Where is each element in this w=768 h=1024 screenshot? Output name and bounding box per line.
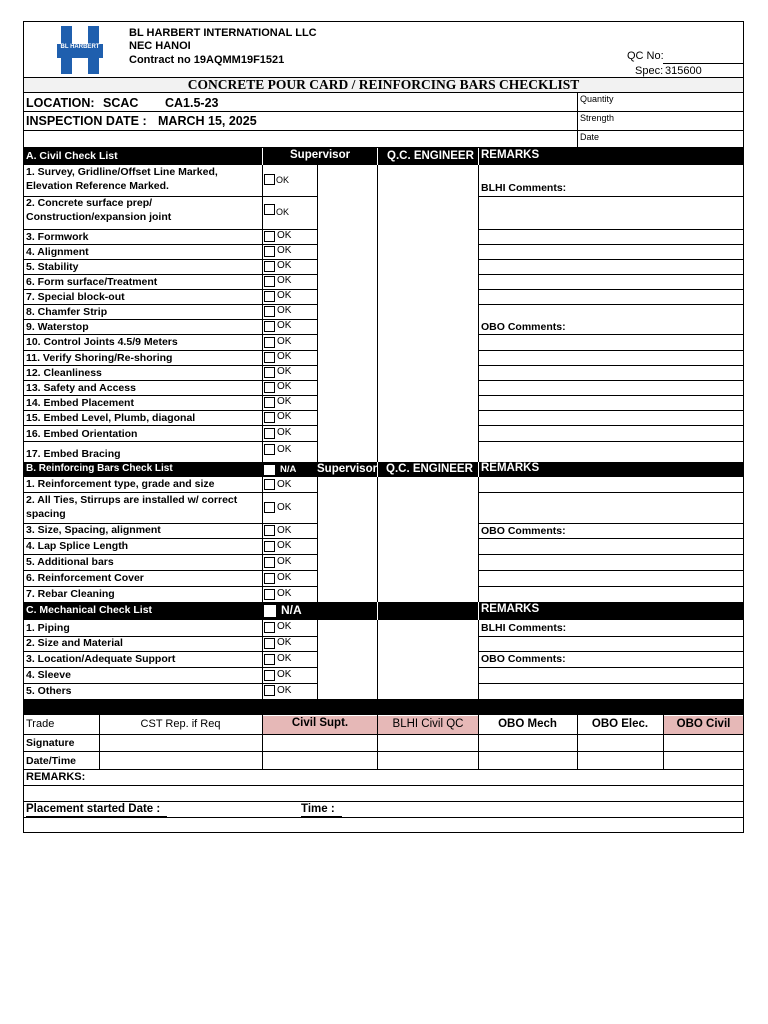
civil-ok-checkbox-6[interactable] bbox=[264, 276, 275, 287]
rebar-item-2a: 2. All Ties, Stirrups are installed w/ correct bbox=[26, 494, 238, 506]
ok-label: OK bbox=[277, 275, 292, 286]
ok-label: OK bbox=[277, 588, 292, 599]
civil-ok-checkbox-7[interactable] bbox=[264, 291, 275, 302]
ok-label: OK bbox=[277, 260, 292, 271]
civil-ok-checkbox-14[interactable] bbox=[264, 397, 275, 408]
rebar-ok-checkbox-7[interactable] bbox=[264, 589, 275, 600]
rebar-item-5: 5. Additional bars bbox=[26, 556, 114, 568]
datetime-label: Date/Time bbox=[26, 755, 76, 767]
location-value: SCAC bbox=[103, 96, 139, 110]
rebar-item-2b: spacing bbox=[26, 508, 66, 520]
obo-civil-label: OBO Civil bbox=[676, 718, 731, 730]
civil-supervisor-header: Supervisor bbox=[290, 149, 351, 161]
civil-ok-checkbox-9[interactable] bbox=[264, 321, 275, 332]
rebar-ok-checkbox-4[interactable] bbox=[264, 541, 275, 552]
mech-section-title: C. Mechanical Check List bbox=[26, 604, 153, 616]
mech-na-checkbox[interactable] bbox=[264, 605, 276, 617]
qc-no-label: QC No: bbox=[627, 50, 664, 62]
civil-qc-header: Q.C. ENGINEER bbox=[387, 150, 474, 162]
civil-ok-checkbox-4[interactable] bbox=[264, 246, 275, 257]
ok-label: OK bbox=[277, 540, 292, 551]
mech-obo-comments-label: OBO Comments: bbox=[481, 653, 566, 665]
rebar-item-3: 3. Size, Spacing, alignment bbox=[26, 524, 161, 536]
rebar-ok-checkbox-1[interactable] bbox=[264, 479, 275, 490]
quantity-label: Quantity bbox=[580, 94, 614, 104]
ok-label: OK bbox=[277, 427, 292, 438]
ok-label: OK bbox=[277, 396, 292, 407]
contract-number: Contract no 19AQMM19F1521 bbox=[129, 54, 285, 66]
ok-label: OK bbox=[277, 230, 292, 241]
placement-time-label: Time : bbox=[301, 803, 335, 815]
blhi-civil-qc-label: BLHI Civil QC bbox=[392, 718, 464, 730]
mech-item-1: 1. Piping bbox=[26, 622, 70, 634]
company-name: BL HARBERT INTERNATIONAL LLC bbox=[129, 27, 317, 39]
spec-label: Spec: bbox=[635, 65, 664, 77]
ok-label: OK bbox=[276, 207, 290, 217]
mech-ok-checkbox-3[interactable] bbox=[264, 654, 275, 665]
page-title: CONCRETE POUR CARD / REINFORCING BARS CHECKLIST bbox=[187, 77, 580, 92]
rebar-obo-comments-label: OBO Comments: bbox=[481, 525, 566, 537]
ok-label: OK bbox=[276, 175, 290, 185]
civil-item-2b: Construction/expansion joint bbox=[26, 211, 172, 223]
mech-item-2: 2. Size and Material bbox=[26, 637, 123, 649]
civil-item-5: 5. Stability bbox=[26, 261, 79, 273]
rebar-ok-checkbox-5[interactable] bbox=[264, 557, 275, 568]
civil-item-8: 8. Chamfer Strip bbox=[26, 306, 108, 318]
civil-item-3: 3. Formwork bbox=[26, 231, 89, 243]
civil-ok-checkbox-16[interactable] bbox=[264, 428, 275, 439]
ok-label: OK bbox=[277, 685, 292, 696]
civil-section-title: A. Civil Check List bbox=[26, 150, 118, 162]
civil-item-4: 4. Alignment bbox=[26, 246, 89, 258]
ok-label: OK bbox=[277, 290, 292, 301]
mech-remarks-header: REMARKS bbox=[481, 603, 540, 615]
ok-label: OK bbox=[277, 556, 292, 567]
company-logo bbox=[57, 26, 103, 76]
civil-item-1b: Elevation Reference Marked. bbox=[26, 180, 169, 192]
civil-ok-checkbox-15[interactable] bbox=[264, 412, 275, 423]
ok-label: OK bbox=[277, 444, 292, 455]
civil-item-10: 10. Control Joints 4.5/9 Meters bbox=[26, 336, 178, 348]
mech-na-label: N/A bbox=[281, 603, 302, 617]
ok-label: OK bbox=[277, 336, 292, 347]
ok-label: OK bbox=[277, 669, 292, 680]
civil-obo-comments-label: OBO Comments: bbox=[481, 321, 566, 333]
rebar-item-4: 4. Lap Splice Length bbox=[26, 540, 129, 552]
civil-item-16: 16. Embed Orientation bbox=[26, 428, 138, 440]
civil-item-1a: 1. Survey, Gridline/Offset Line Marked, bbox=[26, 166, 218, 178]
civil-remarks-header: REMARKS bbox=[481, 149, 540, 161]
obo-mech-label: OBO Mech bbox=[498, 718, 557, 730]
civil-ok-checkbox-11[interactable] bbox=[264, 352, 275, 363]
remarks-label: REMARKS: bbox=[26, 771, 86, 783]
civil-item-9: 9. Waterstop bbox=[26, 321, 89, 333]
trade-label: Trade bbox=[26, 718, 55, 730]
rebar-item-1: 1. Reinforcement type, grade and size bbox=[26, 478, 215, 490]
civil-ok-checkbox-13[interactable] bbox=[264, 382, 275, 393]
mech-item-4: 4. Sleeve bbox=[26, 669, 71, 681]
ok-label: OK bbox=[277, 320, 292, 331]
civil-item-17: 17. Embed Bracing bbox=[26, 448, 121, 460]
mech-ok-checkbox-5[interactable] bbox=[264, 685, 275, 696]
civil-supt-label: Civil Supt. bbox=[291, 717, 349, 729]
rebar-section-title: B. Reinforcing Bars Check List bbox=[26, 463, 173, 474]
civil-ok-checkbox-8[interactable] bbox=[264, 306, 275, 317]
civil-item-12: 12. Cleanliness bbox=[26, 367, 102, 379]
mech-ok-checkbox-1[interactable] bbox=[264, 622, 275, 633]
logo-text: BL HARBERT bbox=[60, 44, 100, 50]
civil-ok-checkbox-17[interactable] bbox=[264, 444, 275, 455]
mech-blhi-comments-label: BLHI Comments: bbox=[481, 622, 567, 634]
civil-ok-checkbox-2[interactable] bbox=[264, 204, 275, 215]
spec-value: 315600 bbox=[665, 65, 702, 77]
ok-label: OK bbox=[277, 366, 292, 377]
rebar-supervisor-header: Supervisor bbox=[317, 463, 378, 475]
ok-label: OK bbox=[277, 411, 292, 422]
rebar-remarks-header: REMARKS bbox=[481, 462, 540, 474]
strength-label: Strength bbox=[580, 113, 615, 123]
date-label: Date bbox=[580, 132, 600, 142]
inspection-date-value: MARCH 15, 2025 bbox=[158, 114, 257, 128]
civil-ok-checkbox-10[interactable] bbox=[264, 337, 275, 348]
location-code: CA1.5-23 bbox=[165, 96, 219, 110]
ok-label: OK bbox=[277, 637, 292, 648]
site-name: NEC HANOI bbox=[129, 40, 191, 52]
ok-label: OK bbox=[277, 502, 292, 513]
ok-label: OK bbox=[277, 525, 292, 536]
ok-label: OK bbox=[277, 653, 292, 664]
rebar-ok-checkbox-6[interactable] bbox=[264, 573, 275, 584]
civil-blhi-comments-label: BLHI Comments: bbox=[481, 182, 567, 194]
civil-item-14: 14. Embed Placement bbox=[26, 397, 134, 409]
rebar-item-6: 6. Reinforcement Cover bbox=[26, 572, 144, 584]
civil-ok-checkbox-1[interactable] bbox=[264, 174, 275, 185]
mech-ok-checkbox-2[interactable] bbox=[264, 638, 275, 649]
rebar-na-label: N/A bbox=[280, 464, 297, 475]
civil-ok-checkbox-3[interactable] bbox=[264, 231, 275, 242]
civil-ok-checkbox-12[interactable] bbox=[264, 367, 275, 378]
mech-item-5: 5. Others bbox=[26, 685, 72, 697]
location-label: LOCATION: bbox=[26, 96, 95, 110]
rebar-na-checkbox[interactable] bbox=[264, 465, 275, 475]
ok-label: OK bbox=[277, 572, 292, 583]
mech-item-3: 3. Location/Adequate Support bbox=[26, 653, 176, 665]
ok-label: OK bbox=[277, 479, 292, 490]
rebar-item-7: 7. Rebar Cleaning bbox=[26, 588, 115, 600]
ok-label: OK bbox=[277, 381, 292, 392]
ok-label: OK bbox=[277, 351, 292, 362]
signature-label: Signature bbox=[26, 737, 75, 749]
civil-item-11: 11. Verify Shoring/Re-shoring bbox=[26, 352, 173, 364]
rebar-ok-checkbox-3[interactable] bbox=[264, 525, 275, 536]
civil-item-6: 6. Form surface/Treatment bbox=[26, 276, 158, 288]
placement-date-label: Placement started Date : bbox=[26, 803, 161, 815]
rebar-qc-header: Q.C. ENGINEER bbox=[386, 463, 473, 475]
civil-item-7: 7. Special block-out bbox=[26, 291, 125, 303]
civil-item-15: 15. Embed Level, Plumb, diagonal bbox=[26, 412, 196, 424]
rebar-ok-checkbox-2[interactable] bbox=[264, 502, 275, 513]
ok-label: OK bbox=[277, 621, 292, 632]
civil-item-2a: 2. Concrete surface prep/ bbox=[26, 197, 153, 209]
cst-rep-label: CST Rep. if Req bbox=[140, 718, 221, 730]
inspection-date-label: INSPECTION DATE : bbox=[26, 114, 147, 128]
civil-ok-checkbox-5[interactable] bbox=[264, 261, 275, 272]
civil-item-13: 13. Safety and Access bbox=[26, 382, 136, 394]
ok-label: OK bbox=[277, 305, 292, 316]
ok-label: OK bbox=[277, 245, 292, 256]
mech-ok-checkbox-4[interactable] bbox=[264, 670, 275, 681]
obo-elec-label: OBO Elec. bbox=[591, 718, 649, 730]
